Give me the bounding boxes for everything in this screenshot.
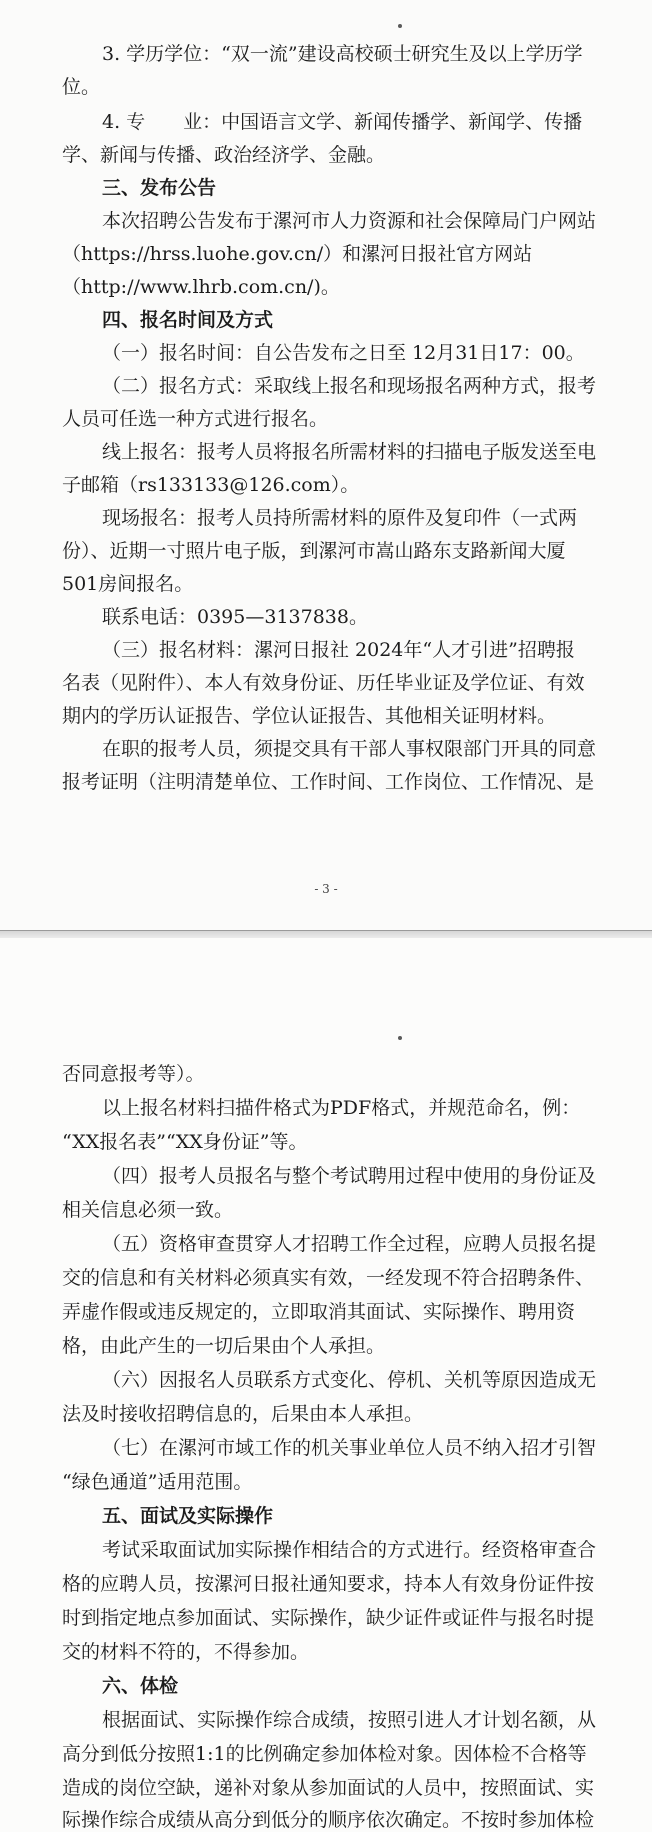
text-line: 现场报名：报考人员持所需材料的原件及复印件（一式两 xyxy=(102,507,578,529)
text-line: 否同意报考等）。 xyxy=(62,1063,205,1085)
text-line: （https://hrss.luohe.gov.cn/）和漯河日报社官方网站 xyxy=(62,243,533,265)
text-line: 高分到低分按照1:1的比例确定参加体检对象。因体检不合格等 xyxy=(62,1743,587,1765)
text-line: 本次招聘公告发布于漯河市人力资源和社会保障局门户网站 xyxy=(102,210,597,232)
document-page-4 xyxy=(0,938,652,1832)
text-line: 联系电话：0395—3137838。 xyxy=(102,606,368,628)
text-line: 期内的学历认证报告、学位认证报告、其他相关证明材料。 xyxy=(62,705,557,727)
text-line: “绿色通道”适用范围。 xyxy=(62,1471,253,1493)
text-line: 根据面试、实际操作综合成绩，按照引进人才计划名额，从 xyxy=(102,1709,597,1731)
text-line: 造成的岗位空缺，递补对象从参加面试的人员中，按照面试、实 xyxy=(62,1777,595,1799)
text-line: 时到指定地点参加面试、实际操作，缺少证件或证件与报名时提 xyxy=(62,1607,595,1629)
text-line: 报考证明（注明清楚单位、工作时间、工作岗位、工作情况、是 xyxy=(62,771,595,793)
text-line: （http://www.lhrb.com.cn/)。 xyxy=(62,276,340,298)
text-line: 4. 专 业：中国语言文学、新闻传播学、新闻学、传播 xyxy=(102,111,583,133)
text-line: 线上报名：报考人员将报名所需材料的扫描电子版发送至电 xyxy=(102,441,597,463)
text-line: 人员可任选一种方式进行报名。 xyxy=(62,408,329,430)
scan-speck xyxy=(398,1036,402,1040)
page-number: - 3 - xyxy=(314,882,338,896)
text-line: “XX报名表”“XX身份证”等。 xyxy=(62,1131,308,1153)
text-line: 在职的报考人员，须提交具有干部人事权限部门开具的同意 xyxy=(102,738,597,760)
text-line: 法及时接收招聘信息的，后果由本人承担。 xyxy=(62,1403,424,1425)
text-line: 交的信息和有关材料必须真实有效，一经发现不符合招聘条件、 xyxy=(62,1267,595,1289)
text-line: （四）报考人员报名与整个考试聘用过程中使用的身份证及 xyxy=(102,1165,597,1187)
text-line: （一）报名时间：自公告发布之日至 12月31日17：00。 xyxy=(102,342,585,364)
text-line: 格，由此产生的一切后果由个人承担。 xyxy=(62,1335,386,1357)
text-line: 际操作综合成绩从高分到低分的顺序依次确定。不按时参加体检 xyxy=(62,1809,595,1831)
text-line: 以上报名材料扫描件格式为PDF格式，并规范命名，例： xyxy=(102,1097,581,1119)
text-line: 考试采取面试加实际操作相结合的方式进行。经资格审查合 xyxy=(102,1539,597,1561)
text-line: 学、新闻与传播、政治经济学、金融。 xyxy=(62,144,386,166)
text-line: 3. 学历学位：“双一流”建设高校硕士研究生及以上学历学 xyxy=(102,43,583,65)
text-line: 501房间报名。 xyxy=(62,573,194,595)
text-line: 子邮箱（rs133133@126.com）。 xyxy=(62,474,360,496)
text-line: 格的应聘人员，按漯河日报社通知要求，持本人有效身份证件按 xyxy=(62,1573,595,1595)
text-line: 份）、近期一寸照片电子版，到漯河市嵩山路东支路新闻大厦 xyxy=(62,540,566,562)
text-line: 相关信息必须一致。 xyxy=(62,1199,234,1221)
section-heading: 五、面试及实际操作 xyxy=(102,1505,274,1527)
text-line: 弄虚作假或违反规定的，立即取消其面试、实际操作、聘用资 xyxy=(62,1301,576,1323)
section-heading: 六、体检 xyxy=(102,1675,179,1697)
text-line: （五）资格审查贯穿人才招聘工作全过程，应聘人员报名提 xyxy=(102,1233,597,1255)
text-line: （三）报名材料：漯河日报社 2024年“人才引进”招聘报 xyxy=(102,639,575,661)
section-heading: 三、发布公告 xyxy=(102,177,217,199)
text-line: （二）报名方式：采取线上报名和现场报名两种方式，报考 xyxy=(102,375,597,397)
text-line: （六）因报名人员联系方式变化、停机、关机等原因造成无 xyxy=(102,1369,597,1391)
text-line: 交的材料不符的，不得参加。 xyxy=(62,1641,310,1663)
section-heading: 四、报名时间及方式 xyxy=(102,309,274,331)
text-line: 位。 xyxy=(62,76,101,98)
text-line: 名表（见附件）、本人有效身份证、历任毕业证及学位证、有效 xyxy=(62,672,585,694)
scan-speck xyxy=(398,24,402,28)
text-line: （七）在漯河市域工作的机关事业单位人员不纳入招才引智 xyxy=(102,1437,597,1459)
